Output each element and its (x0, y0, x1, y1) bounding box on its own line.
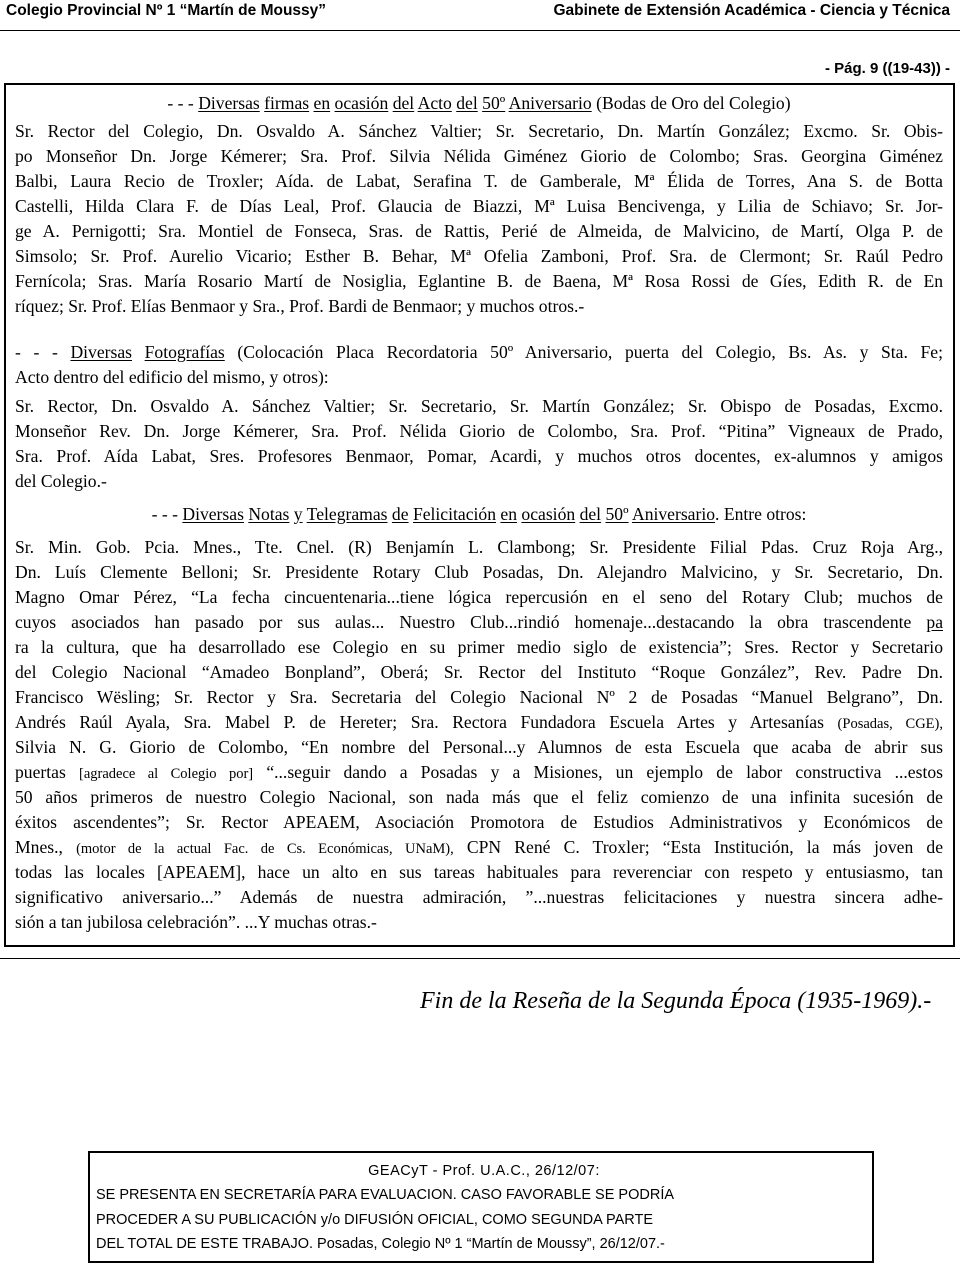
paragraph-line: éxitos ascendentes”; Sr. Rector APEAEM, Asociación Promotora de Estudios Administrativos y Económicos de (15, 812, 943, 832)
paragraph-line: Simsolo; Sr. Prof. Aurelio Vicario; Esther B. Behar, Mª Ofelia Zamboni, Prof. Sra. de Clermont; Sr. Raúl Pedro (15, 246, 943, 266)
paragraph-line: Balbi, Laura Recio de Troxler; Aída. de Labat, Serafina T. de Gamberale, Mª Élida de Torres, Ana S. de Botta (15, 171, 943, 191)
paragraph-line: Monseñor Rev. Dn. Jorge Kémerer, Sra. Prof. Nélida Giorio de Colombo, Sra. Prof. “Pitina” Vigneaux de Prado, (15, 421, 943, 441)
section-heading-notes: - - - Diversas Notas y Telegramas de Felicitación en ocasión del 50º Aniversario. Entre otros: (151, 504, 807, 524)
paragraph-line: Sr. Rector del Colegio, Dn. Osvaldo A. Sánchez Valtier; Sr. Secretario, Dn. Martín González; Excmo. Sr. Obis- (15, 121, 943, 141)
note-title: GEACyT - Prof. U.A.C., 26/12/07: (368, 1163, 600, 1179)
note-line: DEL TOTAL DE ESTE TRABAJO. Posadas, Colegio Nº 1 “Martín de Moussy”, 26/12/07.- (96, 1236, 665, 1252)
paragraph-line: Mnes., (motor de la actual Fac. de Cs. Económicas, UNaM), CPN René C. Troxler; “Esta Institución, la más joven de (15, 837, 943, 857)
paragraph-line: ge A. Pernigotti; Sra. Montiel de Fonseca, Sras. de Rattis, Perié de Almeida, de Malvicino, de Martí, Olga P. de (15, 221, 943, 241)
paragraph-line: todas las locales [APEAEM], hace un alto en sus tareas habituales para reverenciar con respeto y entusiasmo, tan (15, 862, 943, 882)
header-rule (0, 30, 960, 31)
paragraph-line: del Colegio Nacional “Amadeo Bonpland”, Oberá; Sr. Rector del Instituto “Roque González”, Rev. Padre Dn. (15, 662, 943, 682)
paragraph-line: Fernícola; Sras. María Rosario Martí de Nosiglia, Eglantine B. de Baena, Mª Rosa Rossi de Gíes, Edith R. de En (15, 271, 943, 291)
paragraph-line: Dn. Luís Clemente Belloni; Sr. Presidente Rotary Club Posadas, Dn. Alejandro Malvicino, y Sr. Secretario, Dn. (15, 562, 943, 582)
page-number: - Pág. 9 ((19-43)) - (824, 60, 950, 77)
paragraph-line: Magno Omar Pérez, “La fecha cincuentenaria...tiene lógica repercusión en el seno del Rotary Club; muchos de (15, 587, 943, 607)
note-line: SE PRESENTA EN SECRETARÍA PARA EVALUACION. CASO FAVORABLE SE PODRÍA (96, 1187, 675, 1203)
header-department: Gabinete de Extensión Académica - Ciencia y Técnica (553, 2, 950, 19)
paragraph-line: Castelli, Hilda Clara F. de Días Leal, Prof. Glaucia de Biazzi, Mª Luisa Bencivenga, y Lilia de Schiavo; Sr. Jor- (15, 196, 943, 216)
section-heading-signatures: - - - Diversas firmas en ocasión del Acto del 50º Aniversario (Bodas de Oro del Colegio) (167, 93, 791, 113)
note-line: PROCEDER A SU PUBLICACIÓN y/o DIFUSIÓN OFICIAL, COMO SEGUNDA PARTE (96, 1211, 654, 1228)
paragraph-line: Silvia N. G. Giorio de Colombo, “En nombre del Personal...y Alumnos de esta Escuela que acaba de abrir sus (15, 737, 943, 757)
paragraph-line: 50 años primeros de nuestro Colegio Nacional, son nada más que el feliz comienzo de una infinita sucesión de (15, 787, 943, 807)
paragraph-line: del Colegio.- (15, 471, 107, 491)
paragraph-line: Andrés Raúl Ayala, Sra. Mabel P. de Hereter; Sra. Rectora Fundadora Escuela Artes y Artesanías (Posadas, CGE), (15, 712, 943, 732)
paragraph-line: ra la cultura, que ha desarrollado ese Colegio en su primer medio siglo de existencia”; Sres. Rector y Secretario (15, 637, 943, 657)
paragraph-line: Sra. Prof. Aída Labat, Sres. Profesores Benmaor, Pomar, Acardi, y muchos otros docentes, ex-alumnos y amigos (15, 446, 943, 466)
header-school-name: Colegio Provincial Nº 1 “Martín de Moussy” (6, 2, 327, 19)
content-divider (0, 958, 960, 959)
section-heading-photos: - - - Diversas Fotografías (Colocación Placa Recordatoria 50º Aniversario, puerta del Colegio, Bs. As. y Sta. Fe; (15, 342, 943, 362)
paragraph-line: cuyos asociados han pasado por sus aulas... Nuestro Club...rindió homenaje...destacando la obra trascendente pa (15, 612, 943, 632)
paragraph-line: Sr. Min. Gob. Pcia. Mnes., Tte. Cnel. (R) Benjamín L. Clambong; Sr. Presidente Filial Pdas. Cruz Roja Arg., (15, 537, 943, 557)
paragraph-line: po Monseñor Dn. Jorge Kémerer; Sra. Prof. Silvia Nélida Giménez Giorio de Colombo; Sras. Georgina Giménez (15, 146, 943, 166)
evaluation-note-box (88, 1151, 874, 1263)
paragraph-line: ríquez; Sr. Prof. Elías Benmaor y Sra., Prof. Bardi de Benmaor; y muchos otros.- (15, 296, 585, 316)
paragraph-line: significativo aniversario...” Además de nuestra admiración, ”...nuestras felicitaciones y nuestra sincera adhe- (15, 887, 943, 907)
paragraph-line: Sr. Rector, Dn. Osvaldo A. Sánchez Valtier; Sr. Secretario, Sr. Martín González; Sr. Obispo de Posadas, Excmo. (15, 396, 943, 416)
paragraph-line: Acto dentro del edificio del mismo, y otros): (15, 367, 329, 387)
paragraph-line: Francisco Wësling; Sr. Rector y Sra. Secretaria del Colegio Nacional Nº 2 de Posadas “Manuel Belgrano”, Dn. (15, 687, 943, 707)
paragraph-line: puertas [agradece al Colegio por] “...seguir dando a Posadas y a Misiones, un ejemplo de labor constructiva ...estos (15, 762, 943, 782)
closing-title: Fin de la Reseña de la Segunda Época (1935-1969).- (420, 988, 932, 1014)
paragraph-line: sión a tan jubilosa celebración”. ...Y muchas otras.- (15, 912, 377, 932)
